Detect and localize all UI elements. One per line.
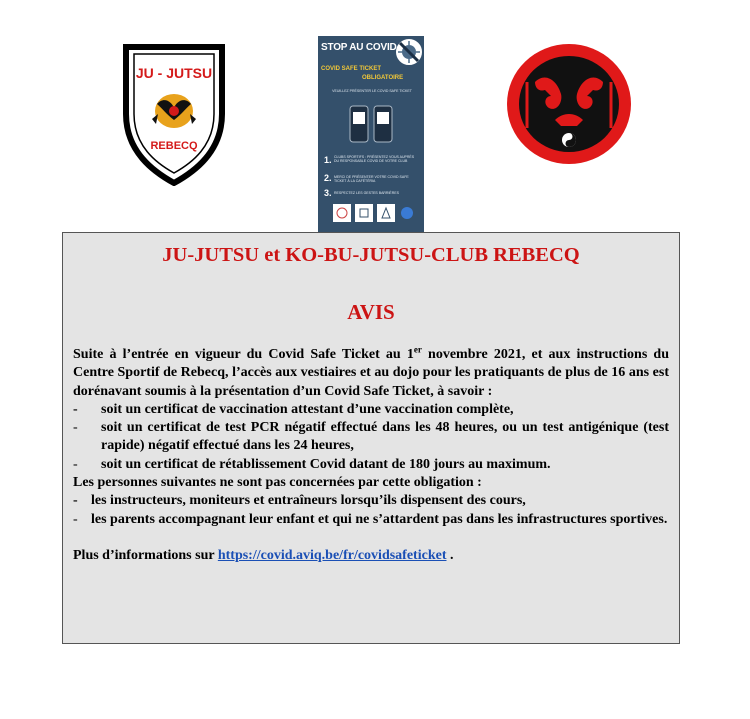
requirement-test: soit un certificat de test PCR négatif effectué dans les 48 heures, ou un test antigénique (test rapide) négatif effectué dans les 24 heures,: [101, 420, 669, 454]
exempt-parents: les parents accompagnant leur enfant et qui ne s’attardent pas dans les infrastructures sportives.: [91, 511, 668, 527]
list-dash: -: [73, 420, 78, 436]
covid-safe-ticket-link[interactable]: https://covid.aviq.be/fr/covidsafeticket: [217, 547, 447, 563]
poster-step-3-number: 3.: [324, 188, 332, 198]
list-item: [73, 419, 669, 456]
poster-step-1-number: 1.: [324, 155, 332, 165]
poster-step-3-text: RESPECTEZ LES GESTES BARRIÈRES: [334, 191, 399, 195]
notice-heading: AVIS: [347, 300, 395, 324]
more-info-line: [73, 547, 669, 565]
notice-panel: [62, 232, 680, 644]
list-item: [73, 401, 669, 419]
more-info-text: Plus d’informations sur: [73, 547, 218, 563]
barrier-gestures-icons: [332, 202, 418, 226]
ju-jutsu-rebecq-logo: [122, 44, 226, 186]
poster-step-1-text: CLUBS SPORTIFS : PRÉSENTEZ VOUS AUPRÈS DU RESPONSABLE COVID DE VOTRE CLUB: [334, 155, 415, 163]
poster-instruction: VEUILLEZ PRÉSENTER LE COVID SAFE TICKET: [332, 89, 412, 93]
intro-text-start: Suite à l’entrée en vigueur du Covid Safe Ticket au 1: [73, 347, 414, 362]
poster-subtitle-2: OBLIGATOIRE: [362, 75, 404, 81]
intro-text-end: novembre 2021, et aux instructions du Centre Sportif de Rebecq, l’accès aux vestiaires et au dojo pour les pratiquants de plus de 16 ans est dorénavant soumis à la présentation d’un Covid Safe Ticket, à savoir :: [73, 347, 669, 399]
list-dash: -: [73, 511, 78, 527]
list-dash: -: [73, 493, 78, 509]
club-title: JU-JUTSU et KO-BU-JUTSU-CLUB REBECQ: [162, 244, 580, 266]
poster-step-2-number: 2.: [324, 173, 332, 183]
intro-paragraph: [73, 346, 669, 401]
phone-qr-icon: [348, 104, 394, 146]
notice-body: [73, 346, 669, 565]
list-item: [73, 492, 669, 510]
svg-text:JU - JUTSU: JU - JUTSU: [135, 65, 213, 81]
list-item: [73, 511, 669, 529]
no-virus-icon: [395, 38, 423, 66]
covid-safe-ticket-poster: [318, 36, 424, 232]
exempt-intro: Les personnes suivantes ne sont pas concernées par cette obligation :: [73, 475, 482, 491]
more-info-end: .: [446, 547, 454, 563]
poster-step-2-text: MERCI DE PRÉSENTER VOTRE COVID SAFE TICKET À LA CAFÉTÉRIA: [334, 175, 409, 183]
list-item: [73, 456, 669, 474]
requirement-vaccination: soit un certificat de vaccination attestant d’une vaccination complète,: [101, 401, 514, 417]
poster-title: STOP AU COVID: [321, 42, 397, 53]
list-dash: -: [73, 456, 78, 472]
exempt-instructors: les instructeurs, moniteurs et entraîneurs lorsqu’ils dispensent des cours,: [91, 493, 526, 509]
poster-subtitle-1: COVID SAFE TICKET: [321, 66, 382, 72]
yin-yang-icon: [562, 133, 576, 147]
list-dash: -: [73, 401, 78, 417]
requirement-recovery: soit un certificat de rétablissement Covid datant de 180 jours au maximum.: [101, 456, 551, 472]
intro-superscript: er: [413, 344, 422, 355]
ko-bu-jutsu-emblem: [505, 42, 633, 166]
svg-text:REBECQ: REBECQ: [150, 140, 198, 152]
